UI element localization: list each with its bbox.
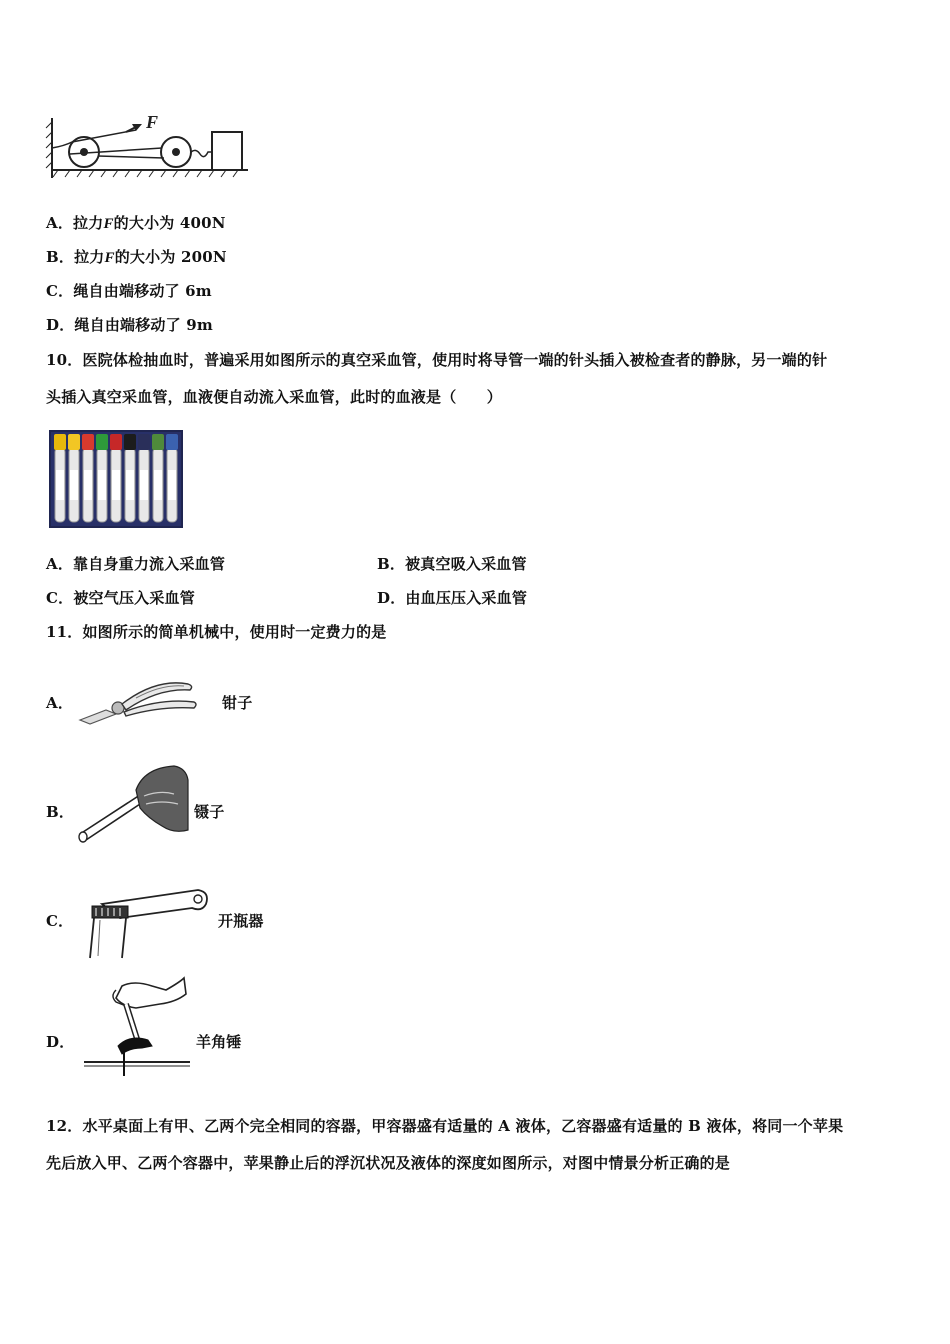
q11-option-a-caption: 钳子: [222, 694, 253, 712]
option-text: 拉力: [73, 214, 104, 232]
var-f: F: [103, 216, 114, 232]
option-letter: A．: [46, 214, 74, 232]
tweezers-image: [74, 760, 194, 844]
q9-option-d[interactable]: [46, 314, 213, 335]
q9-option-b[interactable]: [46, 246, 227, 267]
q11-option-d-letter[interactable]: D．: [46, 1033, 75, 1051]
tube-cap: [110, 434, 122, 450]
q10-option-a[interactable]: [46, 553, 225, 574]
tube-label: [168, 470, 176, 500]
tube-label: [98, 470, 106, 500]
option-text: 绳自由端移动了 9m: [74, 316, 213, 334]
q11-option-b-caption: 镊子: [194, 803, 225, 821]
option-text: 由血压压入采血管: [405, 589, 528, 607]
tube-cap: [124, 434, 136, 450]
option-text: 拉力: [74, 248, 105, 266]
option-text: 的大小为 400N: [113, 214, 226, 232]
tube-label: [56, 470, 64, 500]
option-text: 的大小为 200N: [114, 248, 227, 266]
tube-label: [126, 470, 134, 500]
q11-option-d-caption: 羊角锤: [196, 1033, 242, 1051]
tube-cap: [152, 434, 164, 450]
option-letter: B．: [377, 555, 406, 573]
option-text: 靠自身重力流入采血管: [73, 555, 226, 573]
q12-stem-line1: 12．水平桌面上有甲、乙两个完全相同的容器，甲容器盛有适量的 A 液体，乙容器盛有适量的 B 液体，将同一个苹果: [46, 1117, 844, 1135]
tube-label: [140, 470, 148, 500]
q11-option-c-letter[interactable]: C．: [46, 912, 74, 930]
option-letter: D．: [377, 589, 406, 607]
q10-stem-line1: 10．医院体检抽血时，普遍采用如图所示的真空采血管，使用时将导管一端的针头插入被检查者的静脉，另一端的针: [46, 351, 828, 369]
option-letter: B．: [46, 248, 75, 266]
force-label: F: [146, 112, 159, 132]
q10-option-c[interactable]: [46, 587, 195, 608]
option-letter: D．: [46, 316, 75, 334]
q12-stem-line2: 先后放入甲、乙两个容器中，苹果静止后的浮沉状况及液体的深度如图所示，对图中情景分析正确的是: [46, 1154, 731, 1172]
q10-option-b[interactable]: [377, 553, 527, 574]
option-text: 绳自由端移动了 6m: [73, 282, 212, 300]
pulley-diagram: [44, 108, 254, 184]
q10-option-d[interactable]: [377, 587, 527, 608]
tube-label: [154, 470, 162, 500]
bottle-opener-image: [82, 884, 212, 960]
tube-cap: [54, 434, 66, 450]
tube-cap: [138, 434, 150, 450]
pliers-image: [76, 668, 200, 730]
q9-option-c[interactable]: [46, 280, 212, 301]
tube-cap: [166, 434, 178, 450]
option-text: 被空气压入采血管: [73, 589, 195, 607]
tube-cap: [96, 434, 108, 450]
blood-tubes-photo: [49, 430, 183, 528]
option-letter: C．: [46, 589, 74, 607]
tube-label: [112, 470, 120, 500]
option-letter: C．: [46, 282, 74, 300]
claw-hammer-image: [82, 976, 194, 1078]
tube-label: [70, 470, 78, 500]
q10-stem-line2: 头插入真空采血管，血液便自动流入采血管，此时的血液是（ ）: [46, 388, 503, 406]
q11-stem: 11．如图所示的简单机械中，使用时一定费力的是: [46, 623, 387, 641]
option-text: 被真空吸入采血管: [405, 555, 527, 573]
tube-cap: [68, 434, 80, 450]
q9-option-a[interactable]: [46, 212, 226, 233]
q11-option-a-letter[interactable]: A．: [46, 694, 74, 712]
option-letter: A．: [46, 555, 74, 573]
tube-cap: [82, 434, 94, 450]
q11-option-b-letter[interactable]: B．: [46, 803, 75, 821]
q11-option-c-caption: 开瓶器: [218, 912, 264, 930]
tube-label: [84, 470, 92, 500]
var-f: F: [104, 250, 115, 266]
